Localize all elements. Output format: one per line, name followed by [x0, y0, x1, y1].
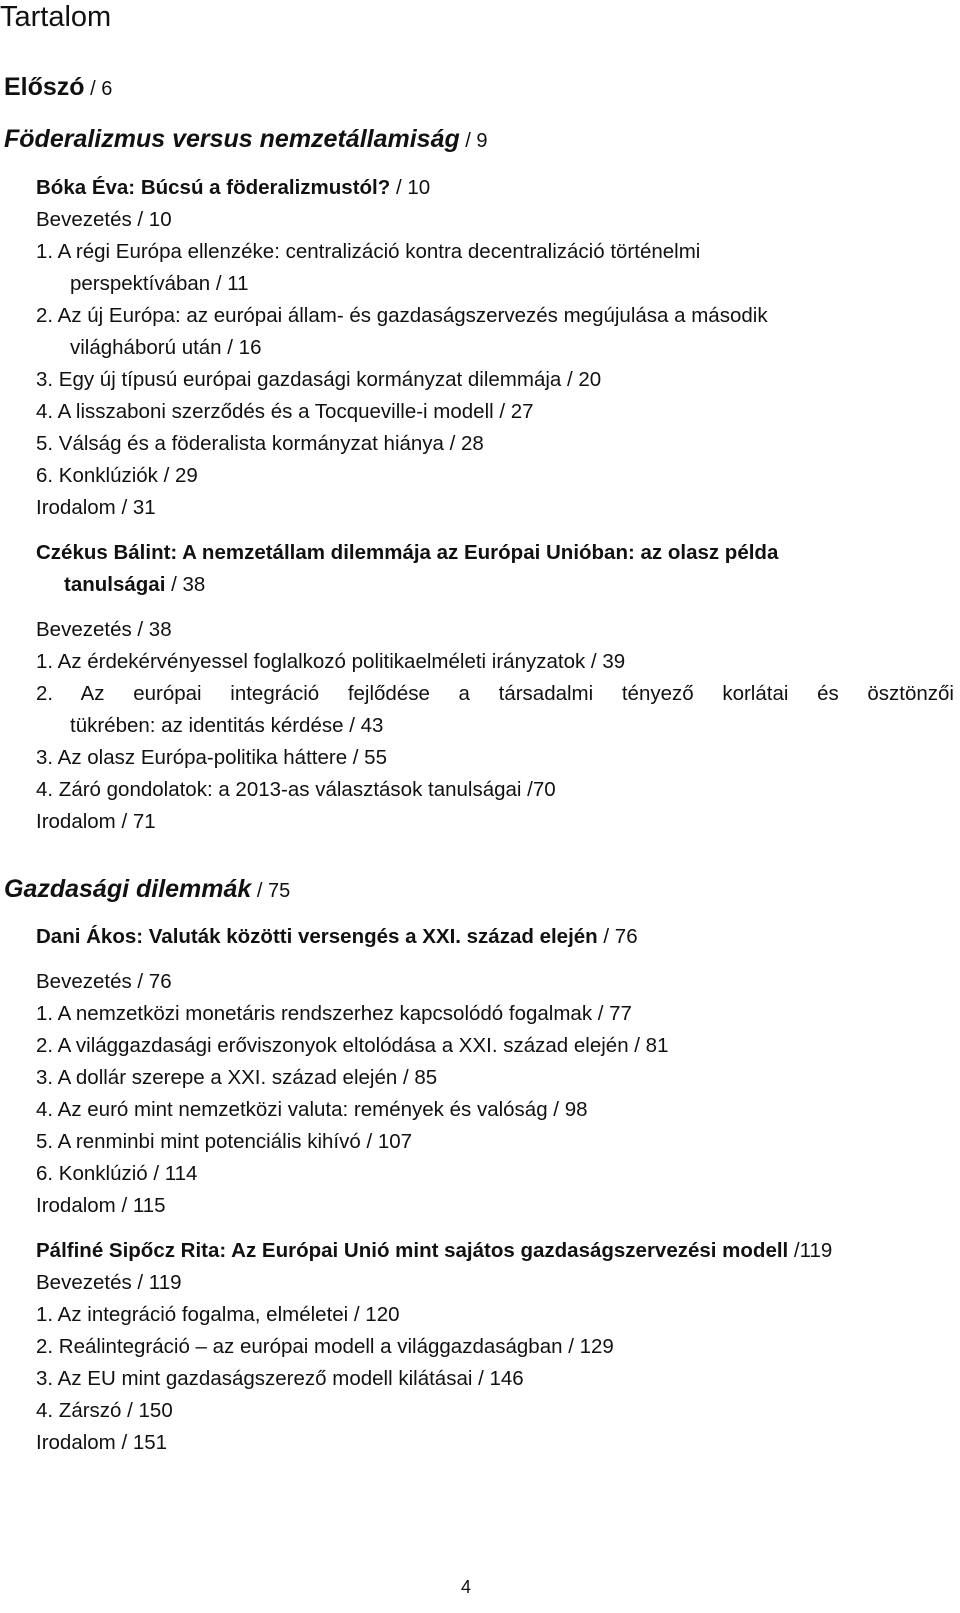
toc-entry: 3. Az olasz Európa-politika háttere / 55: [36, 746, 387, 769]
chapter-heading: [36, 921, 956, 953]
toc-entry: 2. Reálintegráció – az európai modell a világgazdaságban / 129: [36, 1335, 614, 1358]
toc-entry: 1. A nemzetközi monetáris rendszerhez kapcsolódó fogalmak / 77: [36, 1002, 632, 1025]
toc-entry: 6. Konklúzió / 114: [36, 1162, 198, 1185]
toc-entry: Irodalom / 71: [36, 810, 156, 833]
part-name: Előszó: [4, 73, 85, 101]
toc-entry: [36, 678, 954, 742]
chapter-heading: [36, 537, 956, 601]
toc-entry: [36, 300, 956, 364]
chapter-title: Czékus Bálint: A nemzetállam dilemmája az Európai Unióban: az olasz példa: [36, 541, 779, 564]
toc-entry: 4. Az euró mint nemzetközi valuta: remények és valóság / 98: [36, 1098, 588, 1121]
toc-entry: 1. Az integráció fogalma, elméletei / 120: [36, 1303, 400, 1326]
chapter-page: / 10: [390, 176, 431, 199]
chapter-title: Bóka Éva: Búcsú a föderalizmustól?: [36, 176, 391, 199]
chapter-page: / 76: [597, 925, 638, 948]
toc-entry: Irodalom / 151: [36, 1431, 168, 1454]
toc-entry: Bevezetés / 38: [36, 618, 172, 641]
toc-entry-continuation: világháború után / 16: [70, 336, 262, 359]
toc-entry: Irodalom / 31: [36, 496, 156, 519]
toc-entry: Bevezetés / 76: [36, 970, 172, 993]
toc-entry: Irodalom / 115: [36, 1194, 166, 1217]
toc-entry: 3. Egy új típusú európai gazdasági kormányzat dilemmája / 20: [36, 368, 602, 391]
part-federalism: [4, 124, 488, 156]
toc-entry: 3. Az EU mint gazdaságszerező modell kilátásai / 146: [36, 1367, 524, 1390]
chapter-title: Pálfiné Sipőcz Rita: Az Európai Unió mint sajátos gazdaságszervezési modell: [36, 1239, 789, 1262]
page-title: Tartalom: [0, 1, 112, 33]
chapter-title-continuation: tanulságai: [64, 573, 166, 596]
toc-entry-line: 2. Az új Európa: az európai állam- és gazdaságszervezés megújulása a második: [36, 304, 768, 327]
toc-entry: Bevezetés / 10: [36, 208, 172, 231]
toc-entry: 2. A világgazdasági erőviszonyok eltolódása a XXI. század elején / 81: [36, 1034, 669, 1057]
toc-entry: 4. Zárszó / 150: [36, 1399, 173, 1422]
toc-entry: Bevezetés / 119: [36, 1271, 182, 1294]
part-economic-dilemmas: [4, 874, 290, 906]
toc-entry-line: 2. Az európai integráció fejlődése a társadalmi tényező korlátai és ösztönzői: [36, 682, 954, 705]
part-preface: [4, 72, 112, 104]
toc-entry-line: 1. A régi Európa ellenzéke: centralizáció kontra decentralizáció történelmi: [36, 240, 701, 263]
part-page: / 9: [459, 130, 488, 152]
page-number: 4: [461, 1577, 472, 1597]
toc-entry-continuation: tükrében: az identitás kérdése / 43: [70, 714, 384, 737]
chapter-page: /119: [788, 1239, 833, 1262]
part-page: / 6: [84, 78, 113, 100]
toc-entry: 5. A renminbi mint potenciális kihívó / 107: [36, 1130, 413, 1153]
chapter-heading: [36, 1235, 956, 1267]
toc-entry: 5. Válság és a föderalista kormányzat hiánya / 28: [36, 432, 484, 455]
toc-entry: [36, 236, 956, 300]
chapter-page: / 38: [165, 573, 206, 596]
toc-entry: 4. A lisszaboni szerződés és a Tocqueville-i modell / 27: [36, 400, 534, 423]
toc-entry-continuation: perspektívában / 11: [70, 272, 249, 295]
toc-entry: 1. Az érdekérvényessel foglalkozó politikaelméleti irányzatok / 39: [36, 650, 626, 673]
toc-entry: 4. Záró gondolatok: a 2013-as választások tanulságai /70: [36, 778, 556, 801]
toc-entry: 6. Konklúziók / 29: [36, 464, 198, 487]
chapter-heading: [36, 172, 956, 204]
part-name: Föderalizmus versus nemzetállamiság: [4, 125, 460, 153]
part-name: Gazdasági dilemmák: [4, 875, 252, 903]
part-page: / 75: [251, 880, 291, 902]
chapter-title: Dani Ákos: Valuták közötti versengés a XXI. század elején: [36, 925, 598, 948]
toc-entry: 3. A dollár szerepe a XXI. század elején / 85: [36, 1066, 438, 1089]
